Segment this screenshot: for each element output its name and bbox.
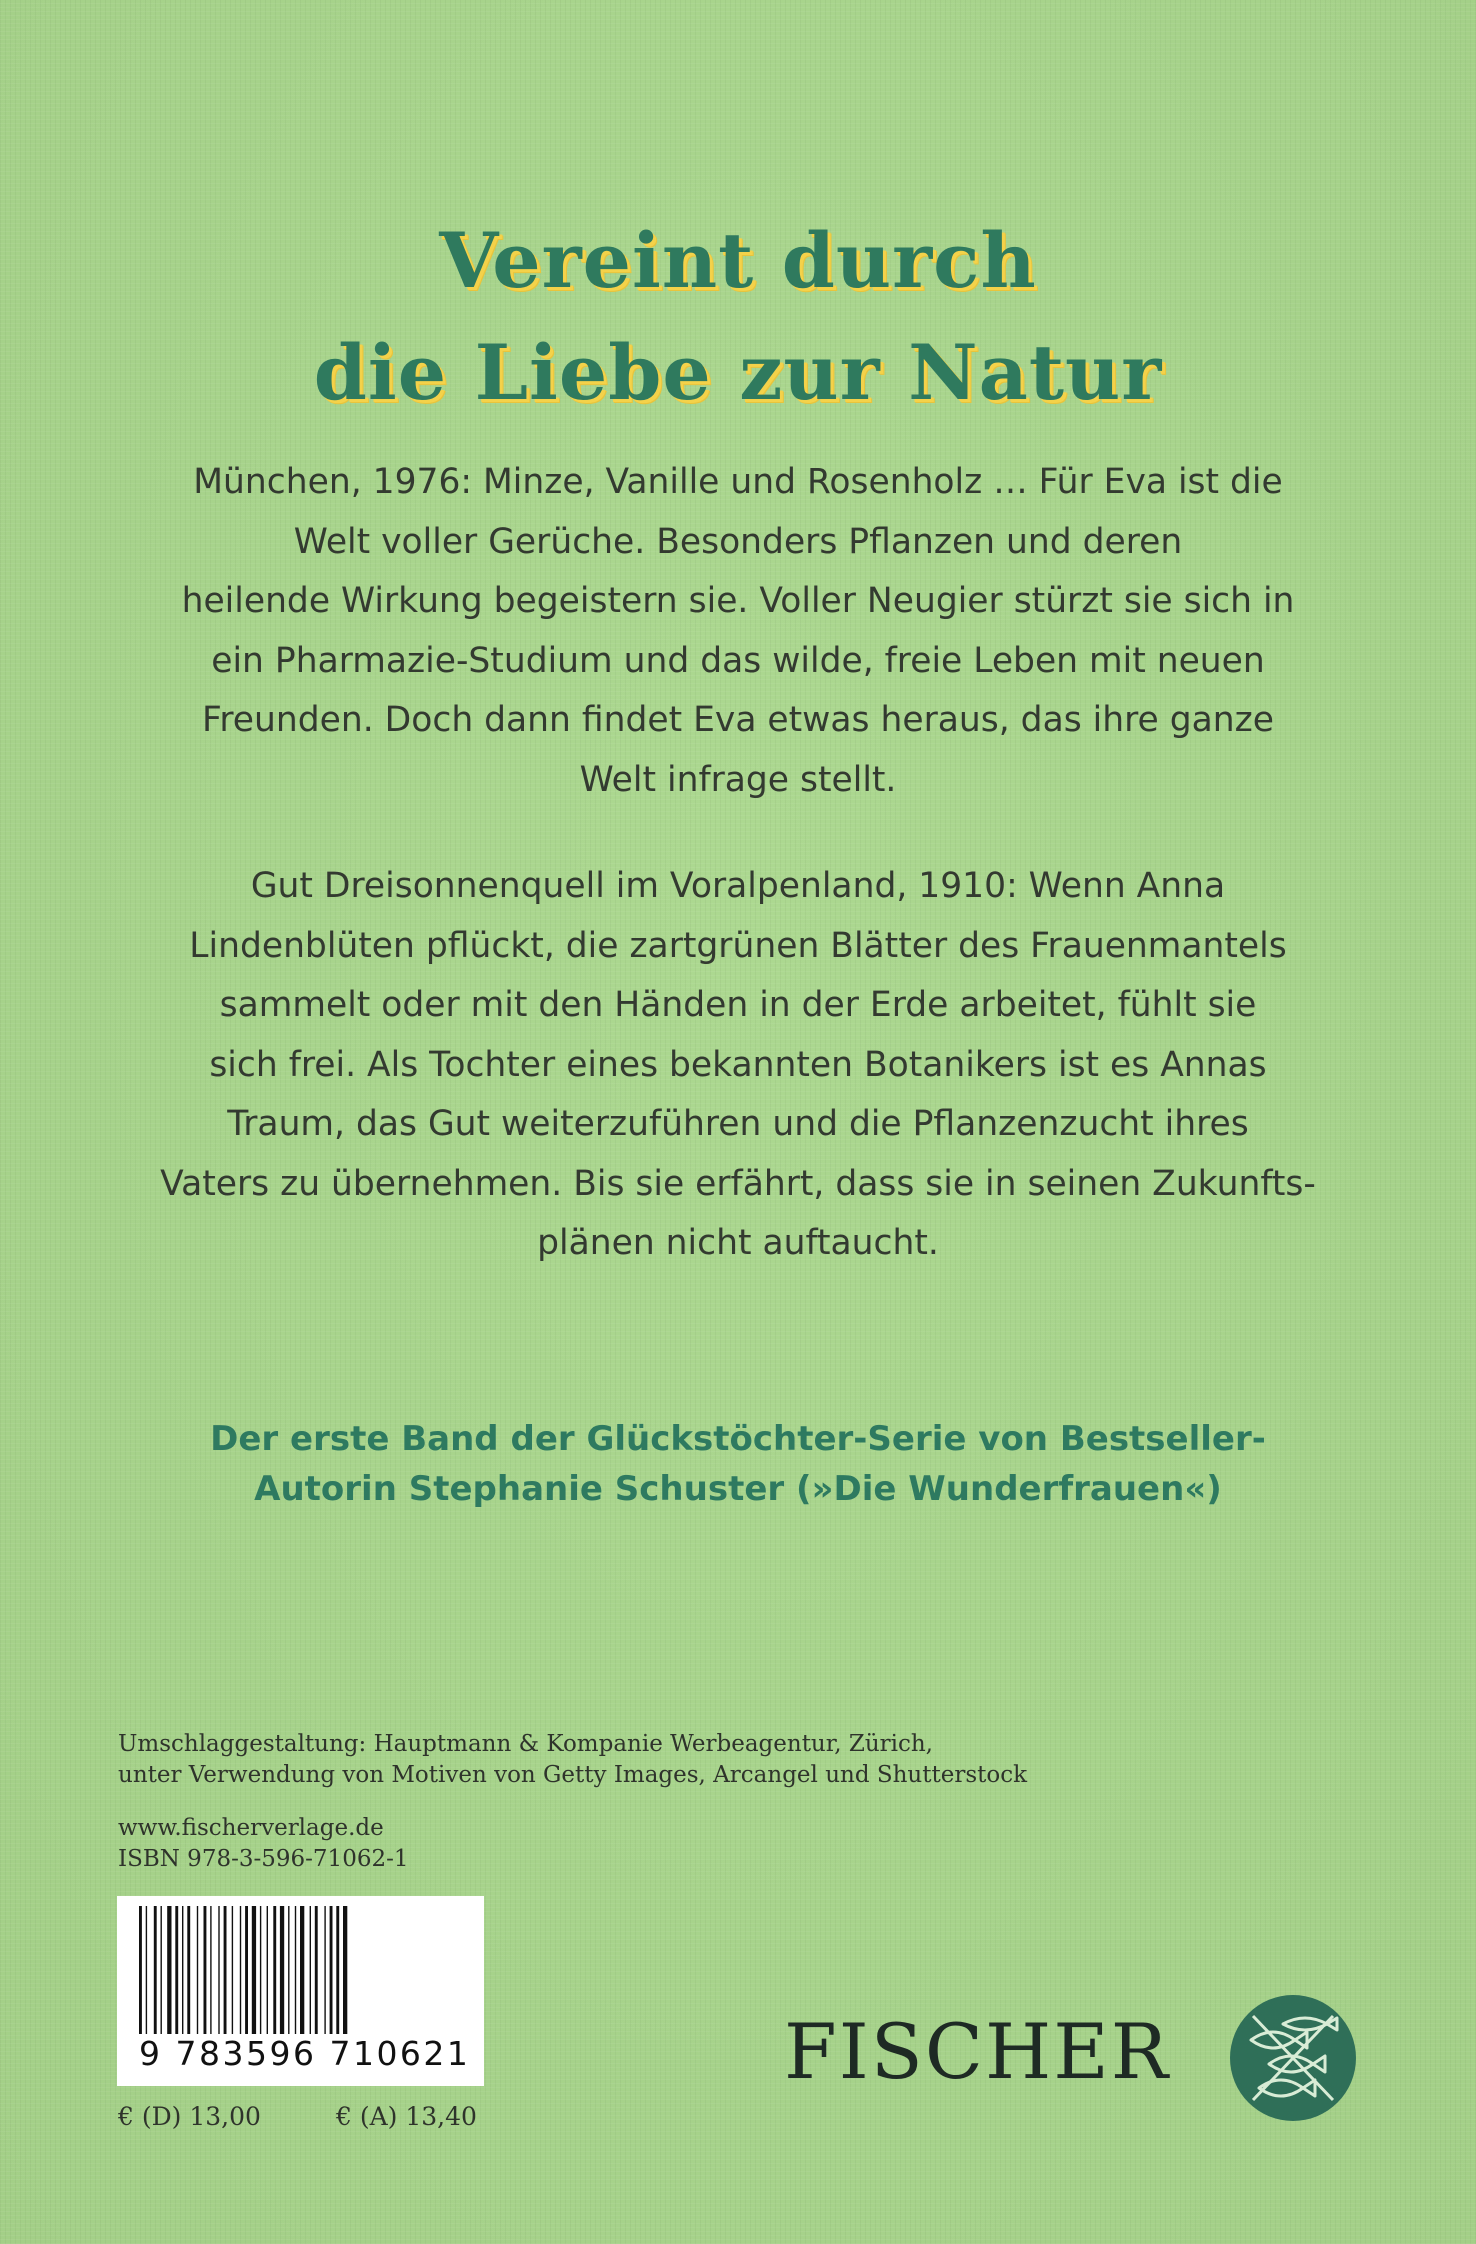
barcode-bar [288,1906,289,2034]
tagline-line-1: Der erste Band der Glückstöchter-Serie von Bestseller- [210,1419,1266,1459]
blurb-line: Welt infrage stellt. [579,759,897,800]
barcode-bar [267,1906,268,2034]
blurb-line: Gut Dreisonnenquell im Voralpenland, 1910: Wenn Anna [250,866,1226,906]
barcode-bar [324,1906,325,2034]
website-text: www.fischerverlage.de [118,1815,384,1841]
blurb-line: München, 1976: Minze, Vanille und Rosenholz … Für Eva ist die [193,462,1283,502]
barcode-bar [260,1906,261,2034]
barcode-bar [232,1906,233,2034]
series-tagline [0,1414,1476,1514]
barcode-bar [245,1906,248,2034]
isbn-text: ISBN 978-3-596-71062-1 [118,1846,409,1872]
fischer-fish-logo-icon [1229,1994,1357,2122]
blurb-paragraph-2 [130,857,1346,1274]
blurb-line: sammelt oder mit den Händen in der Erde arbeitet, fühlt sie [219,985,1257,1025]
blurb-line: ein Pharmazie-Studium und das wilde, freie Leben mit neuen [211,640,1265,681]
publisher-info [118,1813,409,1875]
blurb-line: plänen nicht auftaucht. [537,1223,939,1263]
blurb-line: Vaters zu übernehmen. Bis sie erfährt, dass sie in seinen Zukunfts- [160,1163,1316,1204]
barcode-bar [336,1906,339,2034]
barcode-bar [154,1906,157,2034]
headline [0,205,1476,429]
isbn-barcode [117,1896,484,2086]
credits-line-2: unter Verwendung von Motiven von Getty Images, Arcangel und Shutterstock [118,1762,1028,1788]
barcode-bar [300,1906,304,2034]
barcode-bar [343,1906,347,2034]
barcode-bar [315,1906,318,2034]
barcode-bar [139,1906,142,2034]
barcode-bar [273,1906,276,2034]
credits-line-1: Umschlaggestaltung: Hauptmann & Kompanie Werbeagentur, Zürich, [118,1731,933,1757]
barcode-bar [204,1906,207,2034]
tagline-line-2: Autorin Stephanie Schuster (»Die Wunderfrauen«) [254,1469,1222,1509]
barcode-bar [252,1906,256,2034]
price-germany: € (D) 13,00 [118,2102,261,2131]
cover-credits [118,1729,1027,1791]
publisher-name: FISCHER [784,2007,1170,2096]
barcode-bar [295,1906,296,2034]
barcode-bar [210,1906,211,2034]
barcode-bar [197,1906,198,2034]
blurb-line: Lindenblüten pflückt, die zartgrünen Blätter des Frauenmantels [189,925,1287,966]
blurb-line: Traum, das Gut weiterzuführen und die Pflanzenzucht ihres [227,1104,1249,1144]
blurb-line: heilende Wirkung begeistern sie. Voller Neugier stürzt sie sich in [181,581,1295,621]
blurb-line: sich frei. Als Tochter eines bekannten Botanikers ist es Annas [209,1044,1267,1085]
barcode-bar [187,1906,190,2034]
barcode-bar [175,1906,178,2034]
barcode-bar [224,1906,227,2034]
barcode-bar [280,1906,284,2034]
barcode-bar [146,1906,147,2034]
blurb-line: Freunden. Doch dann findet Eva etwas heraus, das ihre ganze [202,700,1274,740]
barcode-bar [167,1906,171,2034]
barcode-bar [330,1906,333,2034]
barcode-bar [240,1906,241,2034]
headline-line-2: die Liebe zur Natur [313,328,1163,417]
blurb-paragraph-1 [130,453,1346,810]
price-austria: € (A) 13,40 [336,2102,477,2131]
barcode-bar [310,1906,311,2034]
blurb-line: Welt voller Gerüche. Besonders Pflanzen und deren [293,521,1183,562]
barcode-bar [161,1906,162,2034]
barcode-digits: 9 783596 710621 [139,2034,471,2073]
barcode-bar [182,1906,183,2034]
headline-line-1: Vereint durch [439,216,1037,305]
barcode-bar [218,1906,219,2034]
